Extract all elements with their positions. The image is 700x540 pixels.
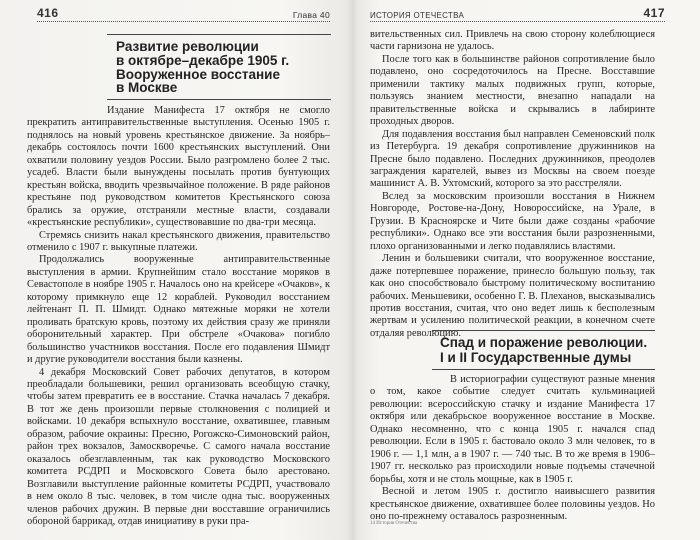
heading-line: I и II Государственные думы — [440, 349, 632, 365]
paragraph: Для подавления восстания был направлен Семеновский полк из Петербурга. 19 декабря сопротивление дружинников на Пресне было подавлено. Последних дружинников, преодолев заграждения карателей, вывез из Москвы на своем поезде машинист А. В. Ухтомский, которого за это расстреляли. — [370, 128, 655, 190]
right-running-head — [370, 8, 665, 22]
heading-line: Вооруженное восстание — [116, 66, 280, 82]
section-heading — [432, 330, 655, 370]
paragraph: Весной и летом 1905 г. достигло наивысшего развития крестьянское движение, охватившее более половины уездов. Но оно по-прежнему оставалось разрозненным. — [370, 486, 655, 522]
paragraph: Стремясь снизить накал крестьянского движения, правительство отменило с 1907 г. выкупные платежи. — [27, 229, 330, 253]
heading-line: в Москве — [116, 80, 178, 96]
paragraph: 4 декабря Московский Совет рабочих депутатов, в котором преобладали большевики, решил организовать всеобщую стачку, чтобы затем превратить ее в восстание. Стачка началась 7 декабря. В тот же день произошли первые столкновения с полицией и войсками. 10 декабря вспыхнуло восстание, охватившее, главным образом, рабочие окраины: Пресню, Рогожско-Симоновский район, район трех вокзалов, Замоскворечье. С самого начала восстание оказалось обезглавленным, так как руководство Московского комитета РСДРП и Московского Совета было арестовано. Возглавили выступление районные комитеты РСДРП, участвовало в нем около 8 тыс. человек, в том числе одна тыс. вооруженных членов рабочих дружин. В первые дни восставшие ограничились обороной баррикад, отдав инициативу в руки пра- — [27, 366, 330, 527]
heading-line: в октябре–декабре 1905 г. — [116, 52, 290, 68]
book-title-label: ИСТОРИЯ ОТЕЧЕСТВА — [370, 11, 465, 20]
left-running-head — [37, 8, 330, 22]
paragraph: В историографии существуют разные мнения о том, какое событие следует считать кульминацией революции: всероссийскую стачку и издание Манифеста 17 октября или декабрьское вооруженное восстание в Москве. Однако несомненно, что с конца 1905 г. начался спад революции. Если в 1905 г. бастовало около 3 млн человек, то в 1906 г. — 1,1 млн, а в 1907 г. — 740 тыс. В то же время в 1906–1907 гг. несколько раз происходили новые подъемы стачечной борьбы, хотя и не столь мощные, как в 1905 г. — [370, 374, 655, 485]
chapter-label: Глава 40 — [292, 10, 330, 20]
right-page — [352, 0, 700, 540]
book-gutter — [346, 0, 358, 540]
left-body-text — [27, 105, 330, 528]
paragraph: Издание Манифеста 17 октября не смогло прекратить антиправительственные выступления. Осенью 1905 г. поднялось на новый уровень крестьянское движение. За ноябрь–декабрь состоялось почти 1600 крестьянских выступлений. Они охватили половину уездов России. Было разгромлено более 2 тыс. усадеб. Власти были вынуждены посылать против бунтующих крестьян войска, вводить чрезвычайное положение. В ряде районов крестьяне под руководством комитетов Крестьянского союза брались за оружие, отстраняли местные власти, создавали «крестьянские республики», существовавшие по два-три месяца. — [27, 105, 330, 229]
section-heading — [107, 34, 331, 100]
paragraph: Продолжались вооруженные антиправительственные выступления в армии. Крупнейшим стало восстание моряков в Севастополе в ноябре 1905 г. Началось оно на крейсере «Очаков», к которому примкнуло еще 12 кораблей. Руководил восстанием лейтенант П. П. Шмидт. Однако мятежные моряки не хотели проливать братскую кровь, поэтому их действия сразу же приняли оборонительный характер. При обстреле «Очакова» погибло большинство участников восстания. После его подавления Шмидт и другие руководители восстания были казнены. — [27, 254, 330, 366]
paragraph: Вслед за московским произошли восстания в Нижнем Новгороде, Ростове-на-Дону, Новороссийске, на Урале, в Грузии. В Красноярске и Чите были даже созданы «рабочие республики». Однако все эти восстания были разрозненными, плохо организованными и легко подавлялись властями. — [370, 190, 655, 252]
paragraph: Ленин и большевики считали, что вооруженное восстание, даже потерпевшее поражение, принесло большую пользу, так как оно способствовало быстрому политическому воспитанию рабочих. Меньшевики, особенно Г. В. Плеханов, высказывались против восстания, считая, что оно ведет лишь к бесполезным жертвам и усилению политической реакции, в конечном счете отдаляя революцию. — [370, 253, 655, 339]
right-body-text-top — [370, 29, 655, 340]
page-number: 416 — [37, 6, 59, 20]
paragraph: вительственных сил. Привлечь на свою сторону колеблющиеся части гарнизона не удалось. — [370, 29, 655, 53]
page-number: 417 — [643, 6, 665, 20]
heading-line: Развитие революции — [116, 39, 259, 54]
right-body-text-bottom — [370, 374, 655, 523]
printer-signature: 14 История Отечества — [370, 521, 418, 526]
heading-line: Спад и поражение революции. — [440, 335, 648, 350]
paragraph: После того как в большинстве районов сопротивление было подавлено, оно сосредоточилось на Пресне. Восставшие применили тактику малых подвижных групп, которые, пользуясь знанием местности, внезапно нападали на правительственные войска и скрывались в лабиринте проходных дворов. — [370, 53, 655, 128]
